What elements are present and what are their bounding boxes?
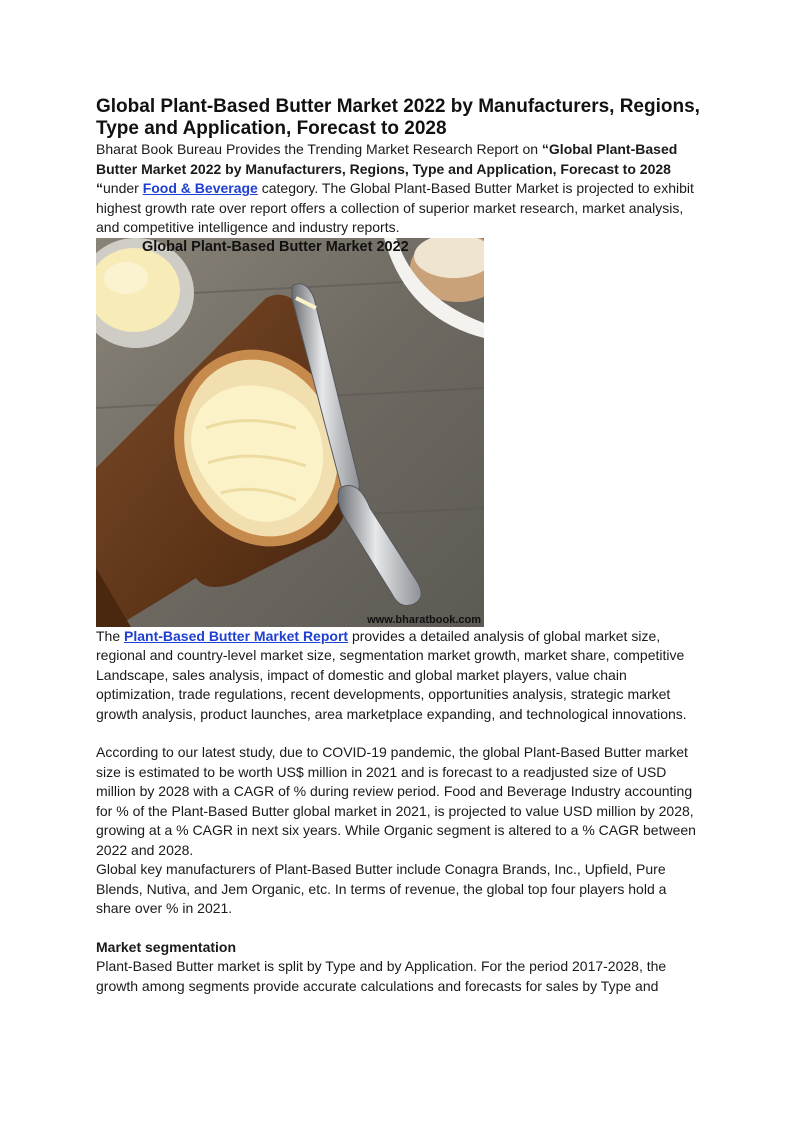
intro-prefix: Bharat Book Bureau Provides the Trending Market Research Report on — [96, 141, 542, 157]
figure-credit: www.bharatbook.com — [367, 613, 481, 626]
intro-paragraph — [96, 140, 701, 238]
study-paragraph: According to our latest study, due to COVID-19 pandemic, the global Plant-Based Butter market size is estimated to be worth US$ million in 2021 and is forecast to a readjusted size of USD million by 2028 with a CAGR of % during review period. Food and Beverage Industry accounting for % of the Plant-Based Butter global market in 2021, is projected to value USD million by 2028, growing at a % CAGR in next six years. While Organic segment is altered to a % CAGR between 2022 and 2028. — [96, 744, 696, 858]
close-quote: “ — [96, 180, 103, 196]
para1-prefix: The — [96, 627, 125, 644]
document-page — [96, 96, 701, 996]
product-image — [96, 238, 484, 627]
report-name: Global Plant-Based Butter Market 2022 by Manufacturers, Regions, Type and Application, Forecast to 2028 — [96, 141, 678, 177]
figure-title: Global Plant-Based Butter Market 2022 — [142, 238, 409, 255]
document-title: Global Plant-Based Butter Market 2022 by Manufacturers, Regions, Type and Application, Forecast to 2028 — [96, 96, 700, 139]
segmentation-heading: Market segmentation — [96, 938, 237, 955]
food-beverage-link[interactable]: Food & Beverage — [142, 180, 258, 196]
market-report-link[interactable]: Plant-Based Butter Market Report — [124, 627, 349, 644]
intro-suffix: category. The Global Plant-Based Butter Market is projected to exhibit highest growth rate over report offers a collection of superior market research, market analysis, and competitive intelligence and industry reports. — [96, 180, 694, 235]
open-quote: “ — [541, 141, 549, 157]
butter-toast-photo — [96, 238, 484, 627]
intro-under: under — [103, 180, 143, 196]
segmentation-paragraph: Plant-Based Butter market is split by Type and by Application. For the period 2017-2028, the growth among segments provide accurate calculations and forecasts for sales by Type and — [96, 958, 667, 994]
para1-text: provides a detailed analysis of global market size, regional and country-level market size, segmentation market growth, market share, competitive Landscape, sales analysis, impact of domestic and global market players, value chain optimization, trade regulations, recent developments, opportunities analysis, strategic market growth analysis, product launches, area marketplace expanding, and technological innovations. — [96, 627, 687, 722]
manufacturers-paragraph: Global key manufacturers of Plant-Based Butter include Conagra Brands, Inc., Upfield, Pure Blends, Nutiva, and Jem Organic, etc. In terms of revenue, the global top four players hold a share over % in 2021. — [96, 861, 667, 916]
report-paragraph — [96, 627, 701, 725]
